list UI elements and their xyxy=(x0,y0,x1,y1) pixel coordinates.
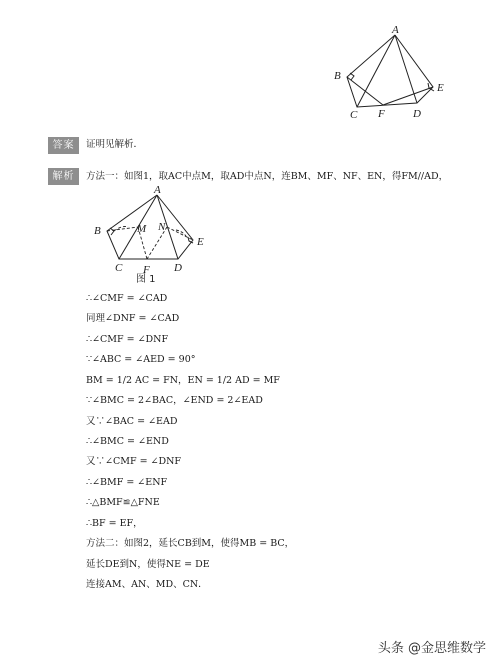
analysis-tag: 解析 xyxy=(48,168,79,185)
proof-line-6: ∵∠BMC = 2∠BAC，∠END = 2∠EAD xyxy=(86,395,263,406)
watermark-text: 头条 @金思维数学 xyxy=(377,641,486,656)
figure-1 xyxy=(90,185,215,285)
answer-text: 证明见解析． xyxy=(86,139,144,150)
fig1-label-a: A xyxy=(154,185,161,196)
top-line-bf xyxy=(347,77,383,105)
fig1-label-n: N xyxy=(158,221,166,233)
proof-line-14: 延长DE到N，使得NE = DE xyxy=(86,559,210,570)
proof-line-1: ∴∠CMF = ∠CAD xyxy=(86,293,168,304)
proof-line-4: ∵∠ABC = ∠AED = 90° xyxy=(86,354,196,365)
top-right-angle-b xyxy=(350,73,354,80)
proof-line-7: 又∵∠BAC = ∠EAD xyxy=(86,416,178,427)
proof-line-3: ∴∠CMF = ∠DNF xyxy=(86,334,169,345)
fig1-label-e: E xyxy=(197,236,204,248)
analysis-intro: 方法一：如图1，取AC中点M，取AD中点N，连BM、MF、NF、EN，得FM//AD， xyxy=(86,171,449,182)
fig1-caption: 图 1 xyxy=(136,274,156,285)
watermark xyxy=(378,637,486,656)
proof-line-5: BM = 1/2 AC = FN，EN = 1/2 AD = MF xyxy=(86,375,280,386)
answer-tag: 答案 xyxy=(48,137,79,154)
proof-line-2: 同理∠DNF = ∠CAD xyxy=(86,313,180,324)
top-label-c: C xyxy=(350,109,358,120)
fig1-arc-m xyxy=(114,227,128,232)
proof-line-11: ∴△BMF≌△FNE xyxy=(86,497,160,508)
proof-line-9: 又∵∠CMF = ∠DNF xyxy=(86,456,182,467)
fig1-label-b: B xyxy=(94,225,101,237)
top-figure-svg xyxy=(325,25,450,120)
proof-line-13: 方法二：如图2，延长CB到M，使得MB = BC， xyxy=(86,538,295,549)
fig1-label-c: C xyxy=(115,262,123,274)
top-label-b: B xyxy=(334,70,341,82)
fig1-pentagon-outline xyxy=(107,195,193,259)
fig1-label-m: M xyxy=(137,223,147,235)
top-line-ac xyxy=(357,35,395,107)
top-label-d: D xyxy=(413,108,421,120)
proof-line-8: ∴∠BMC = ∠END xyxy=(86,436,169,447)
fig1-label-f: F xyxy=(143,264,150,276)
figure-1-svg xyxy=(90,185,215,285)
proof-line-15: 连接AM、AN、MD、CN． xyxy=(86,579,208,590)
top-label-a: A xyxy=(392,25,399,36)
fig1-right-angle-b xyxy=(110,228,114,235)
proof-line-10: ∴∠BMF = ∠ENF xyxy=(86,477,168,488)
proof-line-12: ∴BF = EF， xyxy=(86,518,143,529)
top-line-ad xyxy=(395,35,417,103)
fig1-label-d: D xyxy=(174,262,182,274)
top-label-e: E xyxy=(437,82,444,94)
top-label-f: F xyxy=(378,108,385,120)
top-pentagon-outline xyxy=(347,35,433,107)
top-geometry-figure xyxy=(325,25,450,120)
top-line-ef xyxy=(383,87,433,105)
fig1-arc-n xyxy=(176,230,186,236)
fig1-right-angle-e xyxy=(188,237,193,243)
